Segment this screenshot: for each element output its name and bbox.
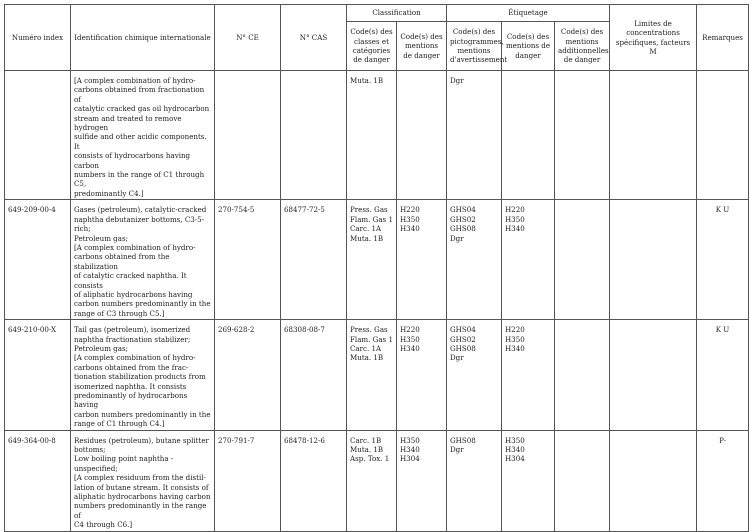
- cas-number: 68477-72-5: [281, 200, 347, 320]
- chemical-identification-line: range of C1 through C4.]: [74, 419, 165, 429]
- chemical-identification-line: [A complex combination of hydro-: [74, 242, 196, 252]
- chemical-identification-line: lation of butane stream. It consists of: [74, 482, 209, 492]
- header-chemical-identification: Identification chimique internationale: [71, 5, 215, 71]
- hazard-class-codes: [347, 200, 397, 320]
- chemical-identification-line: range of C3 through C5.]: [74, 308, 165, 318]
- header-cas-number: N° CAS: [281, 5, 347, 71]
- ec-number: [215, 71, 281, 200]
- hazard-class-codes-line: Carc. 1A: [350, 224, 382, 234]
- hazard-class-codes-line: Carc. 1B: [350, 435, 382, 445]
- chemical-identification-line: tionation stabilization products from: [74, 372, 206, 382]
- notes: K U: [697, 320, 749, 430]
- label-hazard-statement-codes: [502, 200, 555, 320]
- pictogram-codes-line: GHS08: [450, 343, 476, 353]
- header-hazard-statement: Code(s) des mentions de danger: [397, 22, 447, 71]
- hazard-statement-codes-line: H350: [400, 435, 420, 445]
- index-number: 649-210-00-X: [5, 320, 71, 430]
- hazard-statement-codes-line: H220: [400, 205, 420, 215]
- notes: K U: [697, 200, 749, 320]
- ec-number: 270-791-7: [215, 430, 281, 531]
- header-pictograms: Code(s) des pictogrammes, mentions d'avertissement: [447, 22, 502, 71]
- pictogram-codes: [447, 71, 502, 200]
- hazard-class-codes-line: Carc. 1A: [350, 343, 382, 353]
- hazard-statement-codes-line: H340: [400, 445, 420, 455]
- header-label-hazard-statement: Code(s) des mentions de danger: [502, 22, 555, 71]
- chemical-identification-line: Residues (petroleum), butane splitter: [74, 435, 209, 445]
- chemical-identification-line: unspecified;: [74, 463, 118, 473]
- chemical-identification-line: aliphatic hydrocarbons having carbon: [74, 492, 211, 502]
- hazard-class-codes: [347, 71, 397, 200]
- hazard-class-codes-line: Press. Gas: [350, 205, 388, 215]
- label-hazard-statement-codes-line: H304: [505, 454, 525, 464]
- header-ec-number: N° CE: [215, 5, 281, 71]
- chemical-identification-line: C4 through C6.]: [74, 520, 133, 530]
- header-concentration-limits: Limites de concentrations spécifiques, facteurs M: [610, 5, 697, 71]
- cas-number: [281, 71, 347, 200]
- supplemental-statement-codes: [555, 200, 610, 320]
- hazard-statement-codes-line: H220: [400, 325, 420, 335]
- label-hazard-statement-codes: [502, 320, 555, 430]
- supplemental-statement-codes: [555, 71, 610, 200]
- pictogram-codes-line: Dgr: [450, 353, 464, 363]
- chemical-identification-line: of catalytic cracked naphtha. It consists: [74, 271, 187, 290]
- table-row: [5, 430, 749, 531]
- hazard-statement-codes-line: H340: [400, 343, 420, 353]
- label-hazard-statement-codes-line: H350: [505, 334, 525, 344]
- chemical-identification-line: sulfide and other acidic components. It: [74, 132, 207, 151]
- concentration-limits: [610, 320, 697, 430]
- chemical-identification-line: [A complex combination of hydro-: [74, 353, 196, 363]
- pictogram-codes-line: GHS04: [450, 325, 476, 335]
- chemical-identification: [71, 430, 215, 531]
- chemical-identification-line: Gases (petroleum), catalytic-cracked: [74, 205, 207, 215]
- chemical-identification-line: catalytic cracked gas oil hydrocarbon: [74, 104, 210, 114]
- label-hazard-statement-codes-line: H340: [505, 343, 525, 353]
- header-supplemental-statement: Code(s) des mentions additionnelles de danger: [555, 22, 610, 71]
- hazard-statement-codes: [397, 430, 447, 531]
- notes: [697, 71, 749, 200]
- pictogram-codes: [447, 200, 502, 320]
- cas-number: 68478-12-6: [281, 430, 347, 531]
- label-hazard-statement-codes: [502, 71, 555, 200]
- index-number: 649-209-00-4: [5, 200, 71, 320]
- hazard-statement-codes-line: H340: [400, 224, 420, 234]
- chemical-identification-line: carbons obtained from the frac-: [74, 362, 189, 372]
- concentration-limits: [610, 71, 697, 200]
- hazard-statement-codes: [397, 320, 447, 430]
- ec-number: 269-628-2: [215, 320, 281, 430]
- pictogram-codes-line: GHS02: [450, 334, 476, 344]
- hazard-class-codes-line: Muta. 1B: [350, 445, 384, 455]
- table-row: [5, 200, 749, 320]
- label-hazard-statement-codes-line: H220: [505, 325, 525, 335]
- hazard-class-codes-line: Muta. 1B: [350, 233, 384, 243]
- chemical-identification-line: stream and treated to remove hydrogen: [74, 113, 182, 133]
- chemical-identification-line: naphtha fractionation stabilizer;: [74, 334, 191, 344]
- chemical-identification-line: bottoms;: [74, 445, 106, 455]
- label-hazard-statement-codes-line: H350: [505, 435, 525, 445]
- concentration-limits: [610, 430, 697, 531]
- supplemental-statement-codes: [555, 430, 610, 531]
- notes: P-: [697, 430, 749, 531]
- header-index: Numéro index: [5, 5, 71, 71]
- label-hazard-statement-codes-line: H340: [505, 445, 525, 455]
- label-hazard-statement-codes-line: H350: [505, 214, 525, 224]
- hazard-statement-codes: [397, 71, 447, 200]
- chemical-identification-line: Low boiling point naphtha -: [74, 454, 174, 464]
- hazard-class-codes-line: Press. Gas: [350, 325, 388, 335]
- chemical-identification-line: of aliphatic hydrocarbons having: [74, 289, 193, 299]
- chemical-identification: [71, 200, 215, 320]
- chemical-identification-line: isomerized naphtha. It consists: [74, 381, 187, 391]
- pictogram-codes-line: Dgr: [450, 233, 464, 243]
- header-notes: Remarques: [697, 5, 749, 71]
- pictogram-codes: [447, 430, 502, 531]
- chemical-identification-line: predominantly of hydrocarbons having: [74, 391, 188, 410]
- chemical-identification-line: Petroleum gas;: [74, 233, 128, 243]
- header-classification: Classification: [347, 5, 447, 22]
- chemical-identification: [71, 320, 215, 430]
- chemical-identification-line: carbon numbers predominantly in the: [74, 409, 211, 419]
- ec-number: 270-754-5: [215, 200, 281, 320]
- label-hazard-statement-codes-line: H220: [505, 205, 525, 215]
- table-row: [5, 71, 749, 200]
- label-hazard-statement-codes-line: H340: [505, 224, 525, 234]
- concentration-limits: [610, 200, 697, 320]
- hazard-class-codes-line: Muta. 1B: [350, 76, 384, 85]
- chemical-identification-line: numbers predominantly in the range of: [74, 501, 207, 520]
- index-number: 649-364-00-8: [5, 430, 71, 531]
- hazard-class-codes: [347, 430, 397, 531]
- chemical-identification-line: predominantly C4.]: [74, 188, 144, 198]
- pictogram-codes-line: Dgr: [450, 445, 464, 455]
- hazard-class-codes: [347, 320, 397, 430]
- header-hazard-class: Code(s) des classes et catégories de danger: [347, 22, 397, 71]
- chemical-identification-line: carbons obtained from the stabilization: [74, 252, 170, 271]
- chemical-identification-line: carbons obtained from fractionation of: [74, 85, 205, 104]
- chemical-identification: [71, 71, 215, 200]
- pictogram-codes-line: Dgr: [450, 76, 464, 85]
- chemical-identification-line: [A complex combination of hydro-: [74, 76, 196, 85]
- chemical-identification-line: numbers in the range of C1 through C5,: [74, 170, 205, 189]
- hazard-class-codes-line: Flam. Gas 1: [350, 214, 393, 224]
- pictogram-codes-line: GHS04: [450, 205, 476, 215]
- hazard-statement-codes: [397, 200, 447, 320]
- chemical-identification-line: [A complex residuum from the distil-: [74, 473, 206, 483]
- hazard-class-codes-line: Flam. Gas 1: [350, 334, 393, 344]
- chemical-identification-line: consists of hydrocarbons having carbon: [74, 151, 191, 170]
- label-hazard-statement-codes: [502, 430, 555, 531]
- pictogram-codes-line: GHS02: [450, 214, 476, 224]
- hazard-statement-codes-line: H350: [400, 334, 420, 344]
- cas-number: 68308-08-7: [281, 320, 347, 430]
- chemical-identification-line: Petroleum gas;: [74, 343, 128, 353]
- pictogram-codes-line: GHS08: [450, 224, 476, 234]
- pictogram-codes-line: GHS08: [450, 435, 476, 445]
- header-labelling: Étiquetage: [447, 5, 610, 22]
- chemical-identification-line: Tail gas (petroleum), isomerized: [74, 325, 191, 335]
- hazard-statement-codes-line: H304: [400, 454, 420, 464]
- chemical-identification-line: naphtha debutanizer bottoms, C3-5-rich;: [74, 214, 205, 234]
- supplemental-statement-codes: [555, 320, 610, 430]
- hazard-classification-table: [4, 4, 749, 532]
- index-number: [5, 71, 71, 200]
- hazard-statement-codes-line: H350: [400, 214, 420, 224]
- hazard-class-codes-line: Asp. Tox. 1: [350, 454, 390, 464]
- hazard-class-codes-line: Muta. 1B: [350, 353, 384, 363]
- table-row: [5, 320, 749, 430]
- pictogram-codes: [447, 320, 502, 430]
- chemical-identification-line: carbon numbers predominantly in the: [74, 299, 211, 309]
